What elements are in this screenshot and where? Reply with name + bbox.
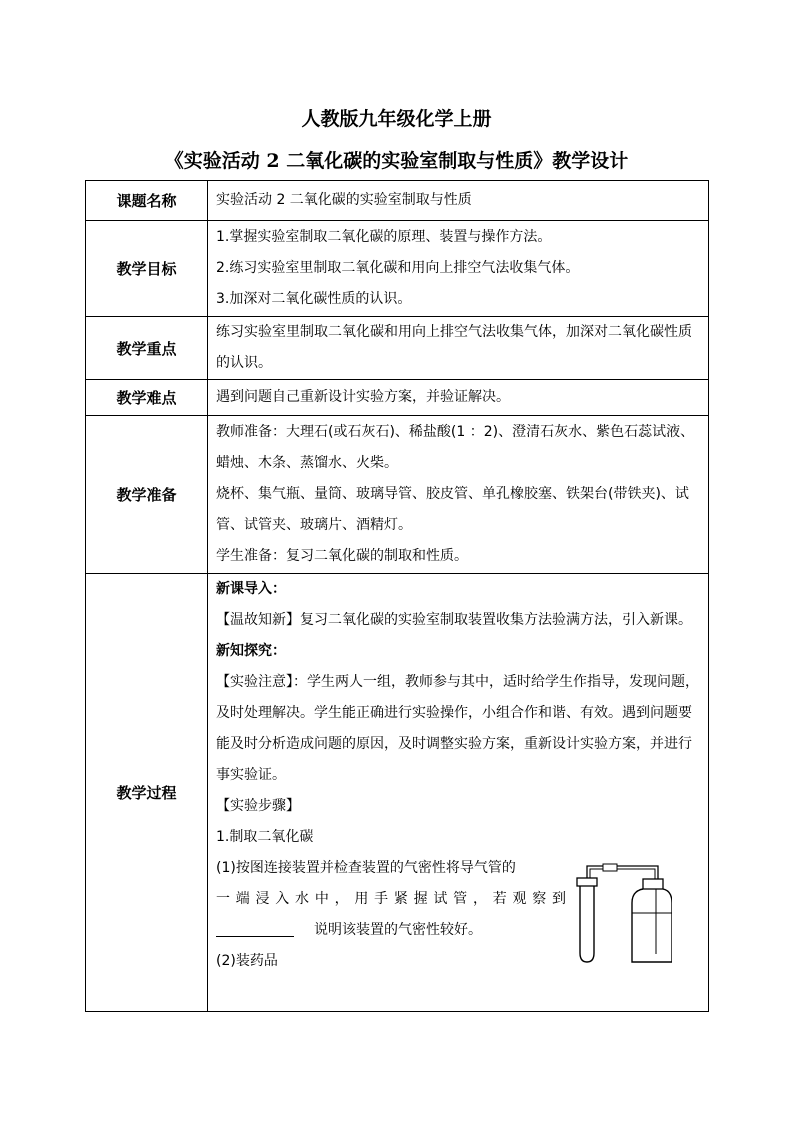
row-topic	[86, 181, 709, 221]
row-goals	[86, 221, 709, 317]
gas-apparatus-diagram	[570, 861, 672, 965]
step1-line-a: (1)按图连接装置并检查装置的气密性将导气管的	[216, 860, 516, 876]
goals-cell	[208, 221, 709, 317]
key-points-paragraph: 练习实验室里制取二氧化碳和用向上排空气法收集气体，加深对二氧化碳性质的认识。	[216, 324, 692, 371]
step1-sub2: (2)装药品	[216, 953, 278, 969]
teacher-preparation: 教师准备：大理石(或石灰石)、稀盐酸(1 ：2)、澄清石灰水、紫色石蕊试液、蜡烛、木条、蒸馏水、火柴。	[216, 424, 695, 471]
answer-blank[interactable]	[216, 920, 294, 937]
label-key-points: 教学重点	[86, 317, 208, 380]
label-goals: 教学目标	[86, 221, 208, 317]
key-points-text	[208, 317, 709, 380]
notice-paragraph: 【实验注意】：学生两人一组，教师参与其中，适时给学生作指导，发现问题，及时处理解决。学生能正确进行实验操作，小组合作和谐、有效。遇到问题要能及时分析造成问题的原因，及时调整实验方案，重新设计实验方案，并进行事实验证。	[216, 674, 699, 783]
equipment-list: 烧杯、集气瓶、量筒、玻璃导管、胶皮管、单孔橡胶塞、铁架台(带铁夹)、试管、试管夹、玻璃片、酒精灯。	[216, 486, 689, 533]
goal-item: 2.练习实验室里制取二氧化碳和用向上排空气法收集气体。	[216, 260, 580, 276]
row-process	[86, 574, 709, 1012]
label-preparation: 教学准备	[86, 416, 208, 574]
doc-title-line1: 人教版九年级化学上册	[301, 108, 492, 130]
goal-item: 1.掌握实验室制取二氧化碳的原理、装置与操作方法。	[216, 229, 552, 245]
step1-title: 1.制取二氧化碳	[216, 829, 314, 845]
row-preparation	[86, 416, 709, 574]
step1-line-c-text: 说明该装置的气密性较好。	[314, 922, 482, 938]
step1-block	[216, 853, 700, 977]
label-process: 教学过程	[86, 574, 208, 1012]
row-key-points	[86, 317, 709, 380]
lesson-plan-table	[85, 180, 709, 1012]
label-difficulty: 教学难点	[86, 380, 208, 416]
process-cell	[208, 574, 709, 1012]
step1-line-b: 一端浸入水中，用手紧握试管，若观察到	[216, 891, 566, 907]
row-difficulty	[86, 380, 709, 416]
topic-text: 实验活动 2 二氧化碳的实验室制取与性质	[208, 181, 709, 221]
doc-title-line2: 《实验活动 2 二氧化碳的实验室制取与性质》教学设计	[164, 150, 629, 172]
steps-heading: 【实验步骤】	[216, 798, 300, 814]
label-topic: 课题名称	[86, 181, 208, 221]
preparation-cell	[208, 416, 709, 574]
goal-item: 3.加深对二氧化碳性质的认识。	[216, 291, 412, 307]
intro-heading: 新课导入：	[216, 581, 286, 597]
difficulty-text: 遇到问题自己重新设计实验方案，并验证解决。	[208, 380, 709, 416]
explore-heading: 新知探究：	[216, 643, 286, 659]
review-paragraph: 【温故知新】复习二氧化碳的实验室制取装置收集方法验满方法，引入新课。	[216, 612, 692, 628]
student-preparation: 学生准备：复习二氧化碳的制取和性质。	[216, 548, 468, 564]
